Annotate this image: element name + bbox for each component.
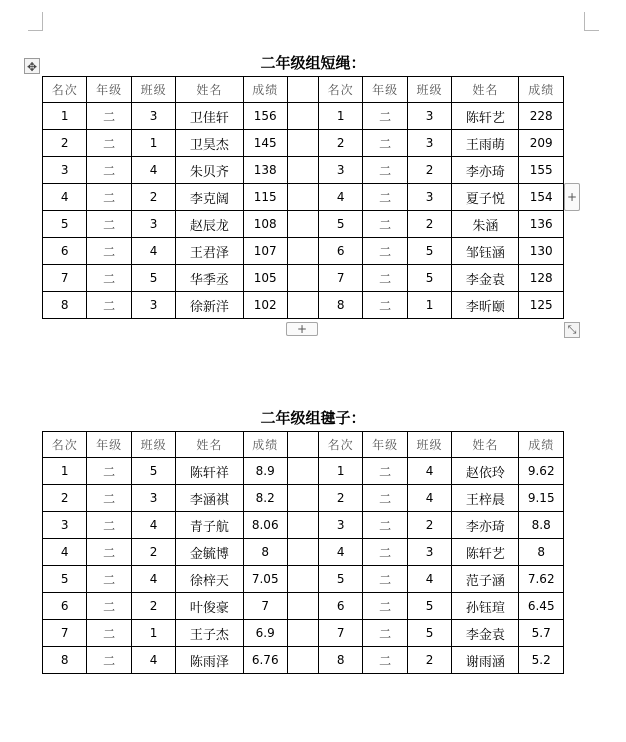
header-score: 成绩 <box>243 432 287 458</box>
cell-grade[interactable]: 二 <box>87 647 131 674</box>
cell-class[interactable]: 3 <box>131 103 175 130</box>
table-row <box>43 512 564 539</box>
cell-name[interactable]: 徐梓天 <box>176 566 243 593</box>
cell-rank[interactable]: 8 <box>43 292 87 319</box>
cell-class[interactable]: 4 <box>131 157 175 184</box>
cell-score[interactable]: 105 <box>243 265 287 292</box>
cell-rank[interactable]: 4 <box>318 539 362 566</box>
cell-grade[interactable]: 二 <box>363 130 407 157</box>
cell-rank[interactable]: 1 <box>318 103 362 130</box>
cell-score[interactable]: 6.76 <box>243 647 287 674</box>
cell-class[interactable]: 3 <box>131 292 175 319</box>
header-grade: 年级 <box>363 77 407 103</box>
header-score: 成绩 <box>519 432 564 458</box>
cell-class[interactable]: 4 <box>131 647 175 674</box>
cell-class[interactable]: 2 <box>407 211 451 238</box>
cell-grade[interactable]: 二 <box>363 620 407 647</box>
cell-rank[interactable]: 2 <box>43 485 87 512</box>
cell-class[interactable]: 3 <box>131 211 175 238</box>
cell-rank[interactable]: 8 <box>318 647 362 674</box>
cell-rank[interactable]: 1 <box>43 103 87 130</box>
cell-score[interactable]: 9.62 <box>519 458 564 485</box>
table-header-row <box>43 432 564 458</box>
cell-rank[interactable]: 2 <box>43 130 87 157</box>
cell-score[interactable]: 8 <box>519 539 564 566</box>
cell-grade[interactable]: 二 <box>87 157 131 184</box>
cell-rank[interactable]: 3 <box>43 512 87 539</box>
cell-grade[interactable]: 二 <box>363 184 407 211</box>
jump-rope-table[interactable] <box>42 76 564 319</box>
gap-cell <box>287 292 318 319</box>
cell-class[interactable]: 2 <box>131 184 175 211</box>
cell-name[interactable]: 王君泽 <box>176 238 243 265</box>
header-rank: 名次 <box>43 432 87 458</box>
cell-class[interactable]: 2 <box>131 593 175 620</box>
cell-name[interactable]: 叶俊豪 <box>176 593 243 620</box>
cell-score[interactable]: 5.7 <box>519 620 564 647</box>
cell-name[interactable]: 陈雨泽 <box>176 647 243 674</box>
cell-score[interactable]: 8.2 <box>243 485 287 512</box>
add-column-button[interactable] <box>564 183 580 211</box>
cell-name[interactable]: 孙钰瑄 <box>452 593 519 620</box>
cell-class[interactable]: 5 <box>407 265 451 292</box>
cell-rank[interactable]: 7 <box>43 620 87 647</box>
table-row <box>43 539 564 566</box>
shuttlecock-title: 二年级组毽子： <box>260 409 366 427</box>
cell-class[interactable]: 4 <box>131 238 175 265</box>
cell-name[interactable]: 陈轩艺 <box>452 539 519 566</box>
cell-grade[interactable]: 二 <box>363 593 407 620</box>
header-rank: 名次 <box>318 77 362 103</box>
cell-score[interactable]: 8 <box>243 539 287 566</box>
cell-score[interactable]: 154 <box>519 184 564 211</box>
cell-name[interactable]: 陈轩祥 <box>176 458 243 485</box>
header-class: 班级 <box>407 432 451 458</box>
cell-rank[interactable]: 7 <box>318 620 362 647</box>
cell-rank[interactable]: 3 <box>43 157 87 184</box>
cell-grade[interactable]: 二 <box>363 647 407 674</box>
cell-name[interactable]: 李亦琦 <box>452 157 519 184</box>
cell-name[interactable]: 李金袁 <box>452 620 519 647</box>
gap-cell <box>287 620 318 647</box>
header-class: 班级 <box>131 432 175 458</box>
cell-name[interactable]: 徐新洋 <box>176 292 243 319</box>
cell-rank[interactable]: 4 <box>318 184 362 211</box>
cell-score[interactable]: 8.8 <box>519 512 564 539</box>
cell-score[interactable]: 7.05 <box>243 566 287 593</box>
plus-icon: + <box>566 190 578 204</box>
cell-rank[interactable]: 6 <box>43 238 87 265</box>
header-name: 姓名 <box>452 77 519 103</box>
cell-grade[interactable]: 二 <box>363 103 407 130</box>
add-row-button[interactable] <box>286 322 318 336</box>
cell-score[interactable]: 5.2 <box>519 647 564 674</box>
cell-name[interactable]: 夏子悦 <box>452 184 519 211</box>
cell-class[interactable]: 4 <box>407 485 451 512</box>
gap-cell <box>287 77 318 103</box>
cell-score[interactable]: 107 <box>243 238 287 265</box>
cell-grade[interactable]: 二 <box>87 292 131 319</box>
cell-name[interactable]: 卫佳轩 <box>176 103 243 130</box>
cell-score[interactable]: 130 <box>519 238 564 265</box>
header-class: 班级 <box>407 77 451 103</box>
cell-grade[interactable]: 二 <box>363 458 407 485</box>
header-rank: 名次 <box>43 77 87 103</box>
cell-class[interactable]: 4 <box>131 566 175 593</box>
cell-class[interactable]: 3 <box>407 103 451 130</box>
header-score: 成绩 <box>243 77 287 103</box>
header-name: 姓名 <box>176 77 243 103</box>
cell-rank[interactable]: 7 <box>318 265 362 292</box>
cell-class[interactable]: 3 <box>407 184 451 211</box>
cell-name[interactable]: 陈轩艺 <box>452 103 519 130</box>
cell-class[interactable]: 2 <box>131 539 175 566</box>
cell-name[interactable]: 金毓博 <box>176 539 243 566</box>
cell-class[interactable]: 5 <box>407 238 451 265</box>
cell-grade[interactable]: 二 <box>87 620 131 647</box>
cell-name[interactable]: 卫昊杰 <box>176 130 243 157</box>
header-score: 成绩 <box>519 77 564 103</box>
table-row <box>43 292 564 319</box>
cell-grade[interactable]: 二 <box>363 157 407 184</box>
gap-cell <box>287 265 318 292</box>
cell-rank[interactable]: 8 <box>43 647 87 674</box>
cell-grade[interactable]: 二 <box>87 566 131 593</box>
gap-cell <box>287 566 318 593</box>
cell-score[interactable]: 115 <box>243 184 287 211</box>
gap-cell <box>287 130 318 157</box>
cell-name[interactable]: 李昕颐 <box>452 292 519 319</box>
cell-rank[interactable]: 2 <box>318 485 362 512</box>
table-row <box>43 593 564 620</box>
cell-rank[interactable]: 7 <box>43 265 87 292</box>
cell-rank[interactable]: 2 <box>318 130 362 157</box>
cell-score[interactable]: 7.62 <box>519 566 564 593</box>
cell-name[interactable]: 王梓晨 <box>452 485 519 512</box>
cell-rank[interactable]: 5 <box>318 566 362 593</box>
cell-name[interactable]: 华季丞 <box>176 265 243 292</box>
table-row <box>43 184 564 211</box>
cell-rank[interactable]: 6 <box>318 238 362 265</box>
table-resize-handle[interactable] <box>564 322 580 338</box>
cell-name[interactable]: 赵辰龙 <box>176 211 243 238</box>
gap-cell <box>287 157 318 184</box>
cell-grade[interactable]: 二 <box>87 539 131 566</box>
cell-score[interactable]: 145 <box>243 130 287 157</box>
cell-rank[interactable]: 1 <box>318 458 362 485</box>
cell-score[interactable]: 155 <box>519 157 564 184</box>
gap-cell <box>287 539 318 566</box>
plus-icon: + <box>296 322 308 336</box>
table-row <box>43 620 564 647</box>
table-row <box>43 647 564 674</box>
table-row <box>43 130 564 157</box>
cell-score[interactable]: 8.9 <box>243 458 287 485</box>
cell-score[interactable]: 125 <box>519 292 564 319</box>
cell-grade[interactable]: 二 <box>87 512 131 539</box>
cell-name[interactable]: 李涵祺 <box>176 485 243 512</box>
table-row <box>43 103 564 130</box>
cell-score[interactable]: 6.9 <box>243 620 287 647</box>
cell-score[interactable]: 9.15 <box>519 485 564 512</box>
cell-class[interactable]: 1 <box>131 620 175 647</box>
header-grade: 年级 <box>363 432 407 458</box>
header-name: 姓名 <box>176 432 243 458</box>
cell-class[interactable]: 3 <box>407 130 451 157</box>
cell-rank[interactable]: 4 <box>43 539 87 566</box>
cell-grade[interactable]: 二 <box>363 485 407 512</box>
header-grade: 年级 <box>87 77 131 103</box>
resize-diagonal-icon: ⤡ <box>567 323 577 336</box>
cell-name[interactable]: 王子杰 <box>176 620 243 647</box>
cell-score[interactable]: 6.45 <box>519 593 564 620</box>
gap-cell <box>287 211 318 238</box>
cell-name[interactable]: 李克阔 <box>176 184 243 211</box>
cell-grade[interactable]: 二 <box>87 130 131 157</box>
table-row <box>43 458 564 485</box>
cell-grade[interactable]: 二 <box>87 184 131 211</box>
page-corner-marker-left <box>28 12 43 31</box>
cell-name[interactable]: 李亦琦 <box>452 512 519 539</box>
page-corner-marker-right <box>584 12 599 31</box>
cell-grade[interactable]: 二 <box>87 485 131 512</box>
cell-name[interactable]: 朱涵 <box>452 211 519 238</box>
cell-grade[interactable]: 二 <box>363 238 407 265</box>
cell-class[interactable]: 2 <box>407 157 451 184</box>
cell-score[interactable]: 7 <box>243 593 287 620</box>
cell-score[interactable]: 209 <box>519 130 564 157</box>
cell-class[interactable]: 5 <box>407 620 451 647</box>
cell-score[interactable]: 102 <box>243 292 287 319</box>
header-rank: 名次 <box>318 432 362 458</box>
gap-cell <box>287 432 318 458</box>
cell-grade[interactable]: 二 <box>363 292 407 319</box>
gap-cell <box>287 103 318 130</box>
cell-class[interactable]: 2 <box>407 512 451 539</box>
cell-class[interactable]: 2 <box>407 647 451 674</box>
cell-grade[interactable]: 二 <box>87 458 131 485</box>
cell-score[interactable]: 8.06 <box>243 512 287 539</box>
cell-grade[interactable]: 二 <box>87 265 131 292</box>
cell-class[interactable]: 4 <box>131 512 175 539</box>
cell-grade[interactable]: 二 <box>87 103 131 130</box>
gap-cell <box>287 593 318 620</box>
cell-rank[interactable]: 3 <box>318 512 362 539</box>
cell-score[interactable]: 108 <box>243 211 287 238</box>
cell-rank[interactable]: 8 <box>318 292 362 319</box>
jump-rope-title: 二年级组短绳： <box>260 54 366 72</box>
cell-score[interactable]: 156 <box>243 103 287 130</box>
cell-score[interactable]: 136 <box>519 211 564 238</box>
cell-class[interactable]: 5 <box>131 265 175 292</box>
cell-score[interactable]: 228 <box>519 103 564 130</box>
cell-class[interactable]: 5 <box>407 593 451 620</box>
table-row <box>43 485 564 512</box>
cell-class[interactable]: 3 <box>131 485 175 512</box>
cell-name[interactable]: 邹钰涵 <box>452 238 519 265</box>
cell-grade[interactable]: 二 <box>363 566 407 593</box>
cell-grade[interactable]: 二 <box>363 265 407 292</box>
gap-cell <box>287 184 318 211</box>
cell-rank[interactable]: 4 <box>43 184 87 211</box>
cell-class[interactable]: 1 <box>407 292 451 319</box>
header-grade: 年级 <box>87 432 131 458</box>
cell-score[interactable]: 138 <box>243 157 287 184</box>
gap-cell <box>287 647 318 674</box>
cell-rank[interactable]: 1 <box>43 458 87 485</box>
gap-cell <box>287 485 318 512</box>
cell-grade[interactable]: 二 <box>87 593 131 620</box>
cell-grade[interactable]: 二 <box>363 539 407 566</box>
cell-rank[interactable]: 5 <box>318 211 362 238</box>
cell-class[interactable]: 4 <box>407 458 451 485</box>
cell-grade[interactable]: 二 <box>87 211 131 238</box>
cell-rank[interactable]: 5 <box>43 566 87 593</box>
cell-rank[interactable]: 3 <box>318 157 362 184</box>
table-row <box>43 566 564 593</box>
cell-rank[interactable]: 6 <box>318 593 362 620</box>
gap-cell <box>287 238 318 265</box>
cell-class[interactable]: 3 <box>407 539 451 566</box>
cell-name[interactable]: 谢雨涵 <box>452 647 519 674</box>
shuttlecock-table[interactable] <box>42 431 564 674</box>
cell-class[interactable]: 1 <box>131 130 175 157</box>
cell-name[interactable]: 王雨萌 <box>452 130 519 157</box>
cell-name[interactable]: 李金袁 <box>452 265 519 292</box>
move-icon: ✥ <box>26 60 38 74</box>
cell-rank[interactable]: 6 <box>43 593 87 620</box>
cell-class[interactable]: 5 <box>131 458 175 485</box>
cell-class[interactable]: 4 <box>407 566 451 593</box>
cell-name[interactable]: 朱贝齐 <box>176 157 243 184</box>
cell-grade[interactable]: 二 <box>87 238 131 265</box>
cell-grade[interactable]: 二 <box>363 211 407 238</box>
cell-rank[interactable]: 5 <box>43 211 87 238</box>
cell-name[interactable]: 青子航 <box>176 512 243 539</box>
table-row <box>43 157 564 184</box>
table-header-row <box>43 77 564 103</box>
gap-cell <box>287 512 318 539</box>
cell-score[interactable]: 128 <box>519 265 564 292</box>
table-row <box>43 265 564 292</box>
header-name: 姓名 <box>452 432 519 458</box>
gap-cell <box>287 458 318 485</box>
cell-grade[interactable]: 二 <box>363 512 407 539</box>
table-row <box>43 238 564 265</box>
cell-name[interactable]: 赵依玲 <box>452 458 519 485</box>
cell-name[interactable]: 范子涵 <box>452 566 519 593</box>
table-row <box>43 211 564 238</box>
header-class: 班级 <box>131 77 175 103</box>
